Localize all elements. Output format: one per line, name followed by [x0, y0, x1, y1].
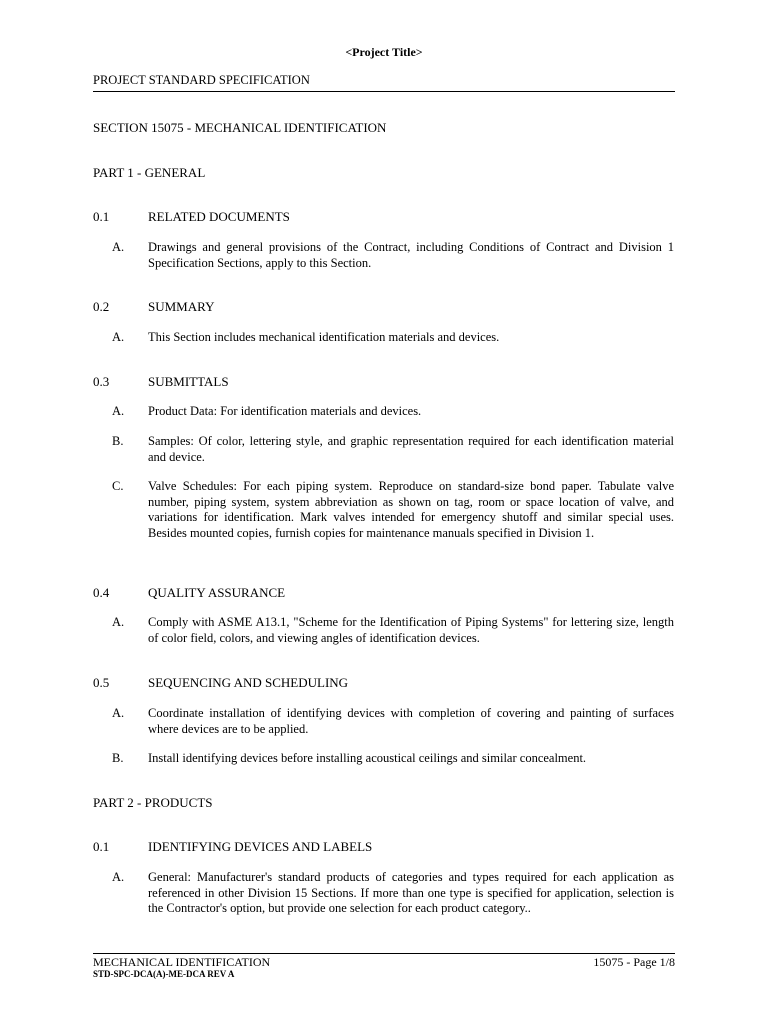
- article-title-related-documents: RELATED DOCUMENTS: [148, 209, 290, 224]
- item-text: Valve Schedules: For each piping system. Reproduce on standard-size bond paper. Tabulate valve number, piping system, system abbreviation as shown on tag, room or space location of valve, and variations for identification. Mark valves intended for emergency shutoff and similar special uses. Besides mounted copies, furnish copies for maintenance manuals specified in Division 1.: [148, 479, 674, 541]
- article-number: 0.1: [93, 839, 110, 854]
- article-title-quality-assurance: QUALITY ASSURANCE: [148, 585, 286, 600]
- item-text: Samples: Of color, lettering style, and graphic representation required for each identification material and device.: [148, 434, 674, 464]
- project-title: <Project Title>: [345, 45, 423, 59]
- article-number: 0.3: [93, 374, 110, 389]
- article-title-submittals: SUBMITTALS: [148, 374, 229, 389]
- article-title-summary: SUMMARY: [148, 299, 215, 314]
- document-type-header: PROJECT STANDARD SPECIFICATION: [93, 73, 310, 87]
- item-letter: A.: [112, 870, 125, 884]
- item-text: Install identifying devices before installing acoustical ceilings and similar concealment.: [148, 751, 587, 765]
- part-1-title: PART 1 - GENERAL: [93, 165, 206, 180]
- article-number: 0.5: [93, 675, 110, 690]
- article-number: 0.2: [93, 299, 110, 314]
- part-2-title: PART 2 - PRODUCTS: [93, 795, 213, 810]
- item-text: Coordinate installation of identifying devices with completion of covering and painting of surfaces where devices are to be applied.: [148, 706, 674, 736]
- item-letter: A.: [112, 706, 125, 720]
- article-number: 0.4: [93, 585, 110, 600]
- item-text: This Section includes mechanical identification materials and devices.: [148, 330, 500, 344]
- item-letter: A.: [112, 240, 125, 254]
- item-letter: A.: [112, 404, 125, 418]
- item-text: Comply with ASME A13.1, "Scheme for the Identification of Piping Systems" for lettering size, length of color field, colors, and viewing angles of identification devices.: [148, 615, 674, 645]
- item-text: Drawings and general provisions of the Contract, including Conditions of Contract and Division 1 Specification Sections, apply to this Section.: [148, 240, 674, 270]
- footer-document-code: STD-SPC-DCA(A)-ME-DCA REV A: [93, 969, 235, 979]
- item-text: Product Data: For identification materials and devices.: [148, 404, 422, 418]
- item-letter: B.: [112, 434, 124, 448]
- header-rule: [93, 91, 675, 92]
- article-title-identifying-devices-and-labels: IDENTIFYING DEVICES AND LABELS: [148, 839, 373, 854]
- footer-rule: [93, 953, 675, 954]
- item-text: General: Manufacturer's standard products of categories and types required for each application as referenced in other Division 15 Sections. If more than one type is specified for application, selection is the Contractor's option, but provide one selection for each product category..: [148, 870, 674, 916]
- item-letter: B.: [112, 751, 124, 765]
- item-letter: C.: [112, 479, 124, 493]
- article-number: 0.1: [93, 209, 110, 224]
- article-title-sequencing-and-scheduling: SEQUENCING AND SCHEDULING: [148, 675, 349, 690]
- item-letter: A.: [112, 615, 125, 629]
- footer-section-name: MECHANICAL IDENTIFICATION: [93, 955, 271, 969]
- section-title: SECTION 15075 - MECHANICAL IDENTIFICATION: [93, 120, 387, 135]
- footer-page-number: 15075 - Page 1/8: [593, 955, 675, 969]
- item-letter: A.: [112, 330, 125, 344]
